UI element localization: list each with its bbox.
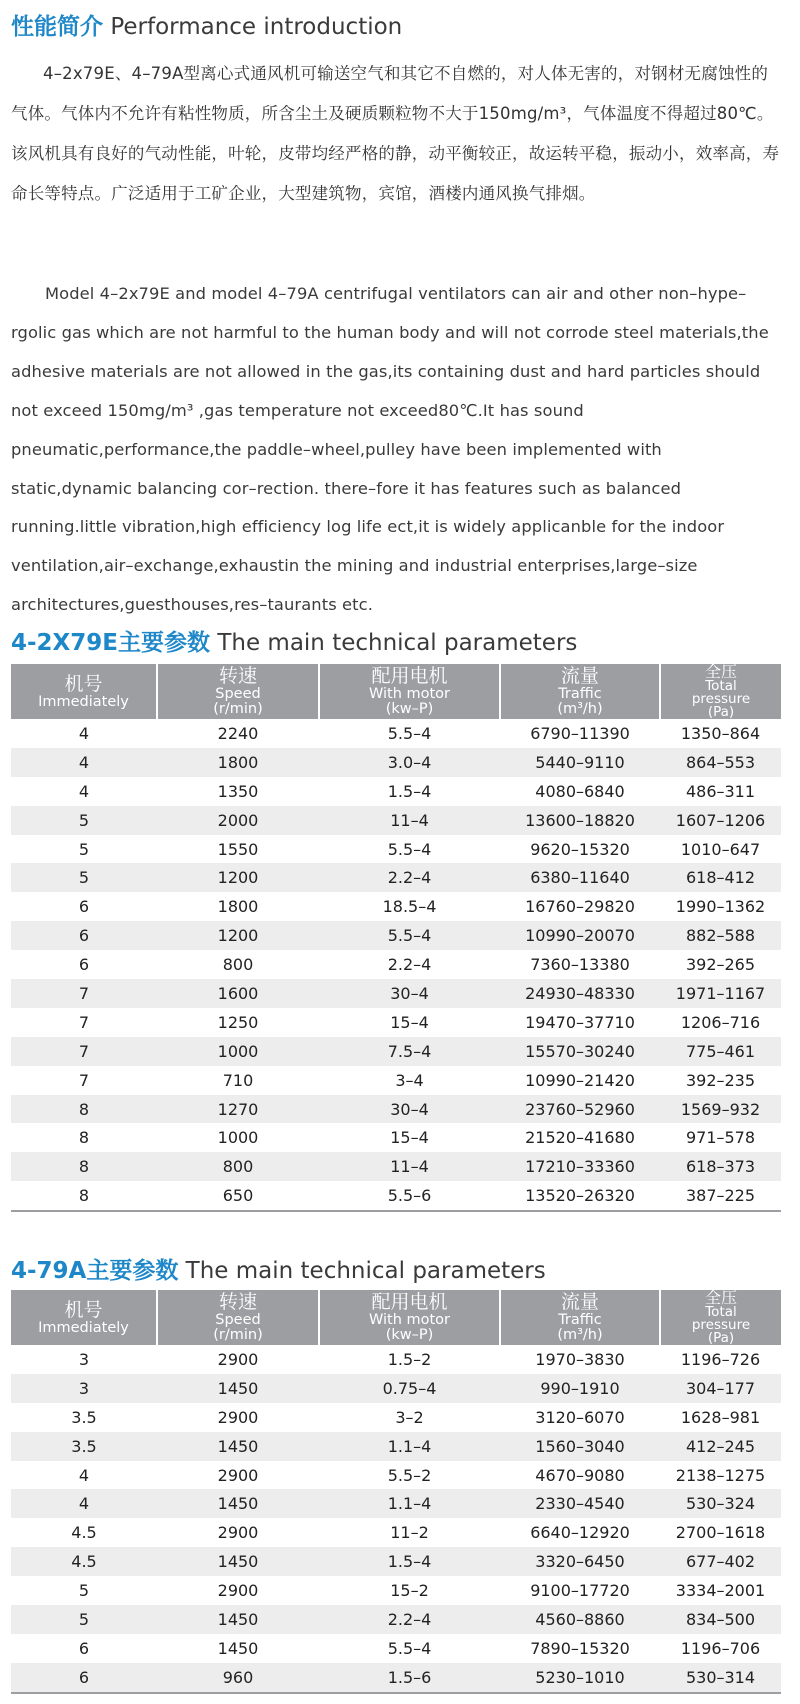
cell-speed: 1270 [157,1095,319,1124]
table1-parameters-table [11,664,781,1212]
cell-speed: 2900 [217,1349,259,1369]
cell-traffic: 19470–37710 [525,1012,635,1032]
table-row [11,1095,781,1124]
cell-motor: 5.5–4 [387,723,432,743]
cell-motor: 1.1–4 [319,1432,500,1461]
header-traffic-en: Traffic [558,686,602,702]
table-row [11,1605,781,1634]
cell-model-number: 4.5 [71,1523,97,1543]
cell-motor: 5.5–2 [387,1465,432,1485]
table-row [11,892,781,921]
cell-model-number: 4 [78,1465,90,1485]
cell-speed: 1600 [157,979,319,1008]
cell-model-number: 6 [11,1663,157,1693]
header-model-number-cn: 机号 [64,1298,103,1321]
cell-total-pressure: 3334–2001 [675,1581,766,1601]
cell-traffic: 4670–9080 [535,1465,625,1485]
intro-paragraph-cn: 4–2x79E、4–79A型离心式通风机可输送空气和其它不自燃的，对人体无害的，对钢材无腐蚀性的气体。气体内不允许有粘性物质，所含尘土及硬质颗粒物不大于150mg/m³，气体温度不得超过80℃。该风机具有良好的气动性能，叶轮，皮带均经严格的静，动平衡较正，故运转平稳，振动小，效率高，寿命长等特点。广泛适用于工矿企业，大型建筑物，宾馆，酒楼内通风换气排烟。 [11,64,780,203]
cell-motor: 11–2 [390,1523,429,1543]
table2-section-title [11,1252,546,1285]
cell-speed: 2900 [217,1523,259,1543]
cell-motor: 1.5–6 [319,1663,500,1693]
header-total-pressure [660,1290,781,1345]
cell-model-number: 4 [11,1489,157,1518]
table-row [11,863,781,892]
table-row [11,748,781,777]
cell-model-number: 5 [11,1605,157,1634]
cell-motor: 11–4 [319,806,500,835]
cell-total-pressure: 1569–932 [660,1095,781,1124]
cell-total-pressure: 530–314 [660,1663,781,1693]
cell-traffic: 2330–4540 [500,1489,660,1518]
cell-speed: 960 [157,1663,319,1693]
header-traffic-cn: 流量 [560,1291,599,1313]
cell-traffic: 6380–11640 [500,863,660,892]
table1-title-en: The main technical parameters [217,630,578,656]
performance-title-en: Performance introduction [110,14,403,40]
table-row [11,1066,781,1095]
cell-speed: 2900 [217,1407,259,1427]
header-speed-cn: 转速 [218,1291,257,1313]
cell-motor: 2.2–4 [319,863,500,892]
cell-model-number: 8 [11,1095,157,1124]
cell-speed: 1450 [157,1605,319,1634]
table-row [11,979,781,1008]
table-row [11,806,781,835]
cell-total-pressure: 486–311 [685,781,756,801]
header-motor-en: With motor [368,686,451,702]
table-row [11,1008,781,1037]
cell-total-pressure: 1196–706 [680,1638,761,1658]
cell-speed: 1450 [157,1374,319,1403]
cell-motor: 3–4 [395,1070,424,1090]
header-traffic [500,664,660,719]
cell-model-number: 4 [11,748,157,777]
cell-model-number: 6 [78,955,90,975]
header-total-pressure [660,664,781,719]
cell-speed: 2240 [217,723,259,743]
cell-traffic: 1970–3830 [535,1349,625,1369]
cell-model-number: 8 [78,1128,90,1148]
header-speed-en: Speed [215,686,261,702]
cell-traffic: 13520–26320 [500,1181,660,1211]
cell-speed: 1450 [157,1432,319,1461]
cell-motor: 15–2 [390,1581,429,1601]
header-total-pressure-unit: (Pa) [707,1330,735,1346]
cell-speed: 1800 [217,897,259,917]
table-row [11,950,781,979]
cell-total-pressure: 1607–1206 [660,806,781,835]
header-model-number-en: Immediately [38,1319,129,1336]
cell-total-pressure: 304–177 [660,1374,781,1403]
table1-section-title [11,624,577,657]
header-total-pressure-cn: 全压 [704,662,737,681]
cell-traffic: 10990–21420 [525,1070,635,1090]
cell-traffic: 7890–15320 [530,1638,630,1658]
cell-speed: 1000 [157,1037,319,1066]
cell-model-number: 6 [78,1638,90,1658]
header-speed [157,664,319,719]
cell-traffic: 16760–29820 [525,897,635,917]
cell-model-number: 3.5 [11,1432,157,1461]
cell-motor: 2.2–4 [319,1605,500,1634]
header-speed-cn: 转速 [218,665,257,687]
header-model-number [11,1290,157,1345]
table2-title-cn: 4-79A主要参数 [11,1258,179,1284]
header-speed-unit: (r/min) [213,701,263,717]
cell-traffic: 5440–9110 [500,748,660,777]
header-motor [319,1290,500,1345]
cell-model-number: 4 [78,723,90,743]
cell-total-pressure: 392–235 [685,1070,756,1090]
cell-model-number: 7 [11,1037,157,1066]
cell-total-pressure: 677–402 [660,1547,781,1576]
cell-traffic: 6640–12920 [530,1523,630,1543]
table-row [11,1432,781,1461]
cell-total-pressure: 1628–981 [680,1407,761,1427]
cell-model-number: 3.5 [71,1407,97,1427]
header-total-pressure-en2: pressure [691,691,751,707]
table-row [11,1345,781,1374]
cell-model-number: 6 [78,897,90,917]
header-model-number [11,664,157,719]
table-row [11,921,781,950]
cell-speed: 650 [157,1181,319,1211]
cell-model-number: 8 [11,1181,157,1211]
header-motor-cn: 配用电机 [371,665,448,687]
cell-traffic: 10990–20070 [500,921,660,950]
cell-speed: 1200 [157,921,319,950]
cell-total-pressure: 412–245 [660,1432,781,1461]
intro-paragraph-en: Model 4–2x79E and model 4–79A centrifugal ventilators can air and other non–hype–rgolic gas which are not harmful to the human body and will not corrode steel materials,the adhesive materials are not allowed in the gas,its containing dust and hard particles should not exceed 150mg/m³ ,gas temperature not exceed80℃.It has sound pneumatic,performance,the paddle–wheel,pulley have been implemented with static,dynamic balancing cor–rection. there–fore it has features such as balanced running.little vibration,high efficiency log life ect,it is widely applicanble for the indoor ventilation,air–exchange,exhaustin the mining and industrial enterprises,large–size architectures,guesthouses,res–taurants etc. [11,284,769,615]
cell-total-pressure: 971–578 [685,1128,756,1148]
table-row [11,1576,781,1605]
cell-traffic: 5230–1010 [500,1663,660,1693]
cell-motor: 1.5–2 [387,1349,432,1369]
cell-total-pressure: 882–588 [660,921,781,950]
cell-total-pressure: 1990–1362 [675,897,766,917]
cell-model-number: 3 [78,1349,90,1369]
cell-total-pressure: 834–500 [660,1605,781,1634]
cell-speed: 1250 [217,1012,259,1032]
table-row [11,1152,781,1181]
cell-traffic: 7360–13380 [530,955,630,975]
table-row [11,1037,781,1066]
header-traffic-unit: (m³/h) [557,701,603,717]
cell-speed: 800 [222,955,254,975]
cell-speed: 1200 [157,863,319,892]
table-row [11,1634,781,1663]
cell-motor: 1.5–4 [387,781,432,801]
cell-traffic: 3120–6070 [535,1407,625,1427]
cell-traffic: 15570–30240 [500,1037,660,1066]
cell-model-number: 7 [78,1012,90,1032]
cell-model-number: 8 [11,1152,157,1181]
cell-motor: 15–4 [390,1012,429,1032]
header-total-pressure-en: Total [705,1304,737,1320]
cell-motor: 7.5–4 [319,1037,500,1066]
table-row [11,777,781,806]
cell-model-number: 6 [11,921,157,950]
cell-speed: 2900 [217,1581,259,1601]
header-motor-unit: (kw–P) [385,1327,434,1343]
table-header-row [11,1290,781,1345]
cell-model-number: 4 [78,781,90,801]
cell-model-number: 5 [11,806,157,835]
table-row [11,1181,781,1211]
cell-traffic: 4560–8860 [500,1605,660,1634]
cell-motor: 1.5–4 [319,1547,500,1576]
cell-speed: 1800 [157,748,319,777]
cell-speed: 2900 [217,1465,259,1485]
table-row [11,1403,781,1432]
cell-motor: 5.5–4 [387,839,432,859]
table-row [11,1123,781,1152]
cell-traffic: 3320–6450 [500,1547,660,1576]
cell-speed: 800 [157,1152,319,1181]
header-motor-unit: (kw–P) [385,701,434,717]
cell-total-pressure: 1350–864 [680,723,761,743]
cell-speed: 1350 [217,781,259,801]
table1-title-cn: 4-2X79E主要参数 [11,630,211,656]
cell-model-number: 7 [78,1070,90,1090]
cell-motor: 2.2–4 [387,955,432,975]
cell-motor: 1.1–4 [319,1489,500,1518]
cell-model-number: 7 [11,979,157,1008]
cell-traffic: 6790–11390 [530,723,630,743]
cell-model-number: 4.5 [11,1547,157,1576]
cell-total-pressure: 1010–647 [680,839,761,859]
header-motor-cn: 配用电机 [371,1291,448,1313]
header-total-pressure-en: Total [705,678,737,694]
cell-motor: 5.5–4 [387,1638,432,1658]
cell-motor: 3–2 [395,1407,424,1427]
header-speed [157,1290,319,1345]
cell-motor: 5.5–4 [319,921,500,950]
cell-traffic: 23760–52960 [500,1095,660,1124]
table-row [11,1518,781,1547]
cell-speed: 1450 [157,1547,319,1576]
table-row [11,1374,781,1403]
cell-traffic: 21520–41680 [525,1128,635,1148]
header-motor [319,664,500,719]
cell-motor: 30–4 [319,979,500,1008]
cell-speed: 1450 [157,1489,319,1518]
header-model-number-cn: 机号 [64,672,103,695]
table-header-row [11,664,781,719]
table-row [11,1547,781,1576]
cell-traffic: 4080–6840 [535,781,625,801]
header-total-pressure-en2: pressure [691,1317,751,1333]
header-speed-en: Speed [215,1312,261,1328]
header-total-pressure-cn: 全压 [704,1288,737,1307]
cell-speed: 1000 [217,1128,259,1148]
cell-traffic: 9620–15320 [530,839,630,859]
cell-total-pressure: 1971–1167 [660,979,781,1008]
cell-model-number: 5 [78,1581,90,1601]
table-row [11,1489,781,1518]
cell-traffic: 17210–33360 [500,1152,660,1181]
cell-total-pressure: 775–461 [660,1037,781,1066]
cell-total-pressure: 1196–726 [680,1349,761,1369]
header-traffic-en: Traffic [558,1312,602,1328]
cell-model-number: 3 [11,1374,157,1403]
cell-motor: 18.5–4 [382,897,437,917]
cell-motor: 5.5–6 [319,1181,500,1211]
cell-traffic: 9100–17720 [530,1581,630,1601]
cell-total-pressure: 864–553 [660,748,781,777]
cell-motor: 15–4 [390,1128,429,1148]
header-speed-unit: (r/min) [213,1327,263,1343]
cell-speed: 710 [222,1070,254,1090]
header-traffic-cn: 流量 [560,665,599,687]
cell-speed: 2000 [157,806,319,835]
table2-title-en: The main technical parameters [185,1258,546,1284]
cell-total-pressure: 530–324 [660,1489,781,1518]
table-row [11,835,781,864]
header-motor-en: With motor [368,1312,451,1328]
cell-motor: 30–4 [319,1095,500,1124]
cell-model-number: 5 [11,863,157,892]
cell-total-pressure: 2138–1275 [675,1465,766,1485]
cell-total-pressure: 392–265 [685,955,756,975]
header-model-number-en: Immediately [38,693,129,710]
header-traffic [500,1290,660,1345]
performance-title-cn: 性能简介 [11,14,103,40]
cell-total-pressure: 2700–1618 [675,1523,766,1543]
table-row [11,1663,781,1693]
table2-parameters-table [11,1290,781,1694]
header-total-pressure-unit: (Pa) [707,704,735,720]
cell-motor: 3.0–4 [319,748,500,777]
header-traffic-unit: (m³/h) [557,1327,603,1343]
cell-traffic: 13600–18820 [500,806,660,835]
cell-traffic: 990–1910 [500,1374,660,1403]
cell-total-pressure: 387–225 [660,1181,781,1211]
cell-motor: 11–4 [319,1152,500,1181]
cell-total-pressure: 618–373 [660,1152,781,1181]
cell-total-pressure: 1206–716 [680,1012,761,1032]
cell-traffic: 1560–3040 [500,1432,660,1461]
table-row [11,719,781,748]
performance-section-title [11,8,402,41]
cell-model-number: 5 [78,839,90,859]
cell-traffic: 24930–48330 [500,979,660,1008]
cell-total-pressure: 618–412 [660,863,781,892]
cell-speed: 1550 [217,839,259,859]
cell-speed: 1450 [217,1638,259,1658]
cell-motor: 0.75–4 [319,1374,500,1403]
table-row [11,1461,781,1490]
